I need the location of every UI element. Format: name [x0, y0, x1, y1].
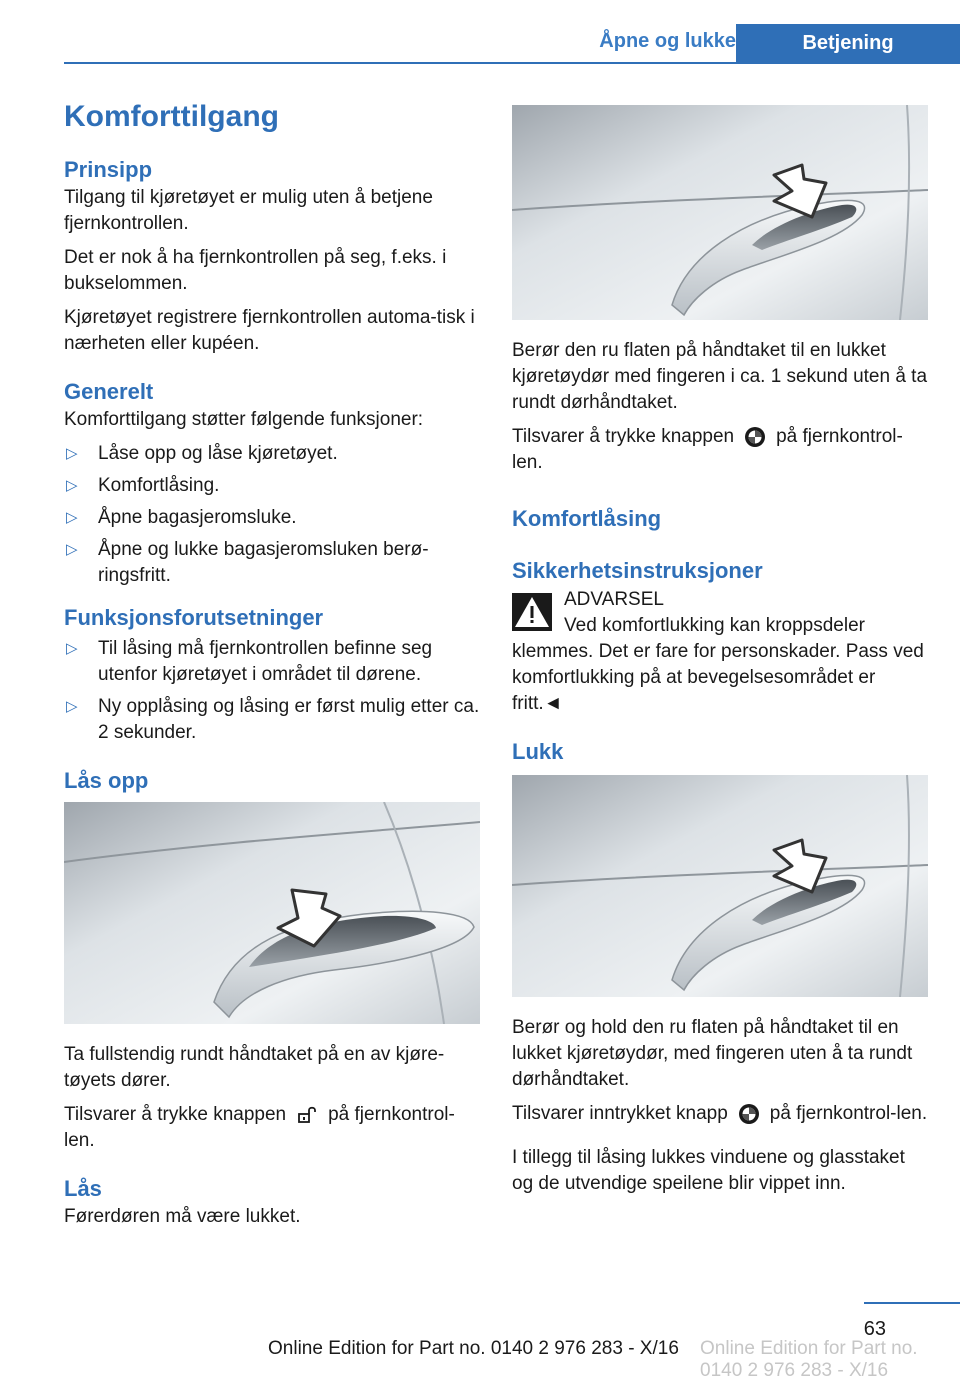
heading-close: Lukk	[512, 738, 564, 764]
principle-paragraph-1: Tilgang til kjøretøyet er mulig uten å betjene fjernkontrollen.	[64, 186, 433, 234]
list-item: ▷ Åpne og lukke bagasjeromsluken berø‐ringsfritt.	[66, 539, 429, 587]
right-column	[512, 100, 928, 1205]
bullet-triangle-icon: ▷	[66, 445, 78, 463]
general-bullet-list	[64, 441, 480, 589]
bullet-triangle-icon: ▷	[66, 639, 78, 657]
bullet-triangle-icon: ▷	[66, 541, 78, 559]
lock-instruction-text: Berør den ru flaten på håndtaket til en lukket kjøretøydør med fingeren i ca. 1 sekund uten å ta rundt dørhåndtaket.	[512, 340, 928, 413]
lock-text: Førerdøren må være lukket.	[64, 1206, 301, 1228]
bullet-triangle-icon: ▷	[66, 509, 78, 527]
watermark-text: Online Edition for Part no. 0140 2 976 283 - X/16	[700, 1338, 918, 1381]
list-item: ▷ Låse opp og låse kjøretøyet.	[64, 441, 480, 467]
general-intro: Komforttilgang støtter følgende funksjoner:	[64, 409, 424, 431]
door-handle-illustration-unlock	[64, 802, 480, 1024]
close-text: Berør og hold den ru flaten på håndtaket til en lukket kjøretøydør, med fingeren uten å ta rundt dørhåndtaket.	[512, 1017, 913, 1091]
door-handle-illustration-lock	[512, 105, 928, 320]
heading-comfort-locking: Komfortlåsing	[512, 506, 662, 531]
header-section: Åpne og lukke	[599, 30, 736, 52]
heading-safety: Sikkerhetsinstruksjoner	[512, 558, 763, 584]
heading-unlock: Lås opp	[64, 767, 149, 793]
left-column	[64, 100, 480, 1238]
principle-paragraph-3: Kjøretøyet registrere fjernkontrollen automa‐tisk i nærheten eller kupéen.	[64, 306, 475, 354]
requirements-bullet-list	[64, 636, 480, 746]
warning-text: Ved komfortlukking kan kroppsdeler klemmes. Det er fare for personskader. Pass ved komfortlukking på at bevegelsesområdet er fritt.◄	[512, 614, 924, 714]
list-item: ▷ Til låsing må fjernkontrollen befinne seg utenfor kjøretøyet i området til dørene.	[66, 637, 433, 685]
page-title: Komforttilgang	[64, 100, 279, 133]
close-extra-text: I tillegg til låsing lukkes vinduene og glasstaket og de utvendige speilene blir vippet inn.	[512, 1147, 905, 1195]
principle-paragraph-2: Det er nok å ha fjernkontrollen på seg, f.eks. i bukselommen.	[64, 246, 447, 294]
unlock-text: Ta fullstendig rundt håndtaket på en av kjøre‐tøyets dører.	[64, 1044, 445, 1092]
warning-label: ADVARSEL	[564, 588, 664, 610]
page-number: 63	[863, 1318, 886, 1340]
bmw-logo-icon	[738, 1103, 760, 1125]
heading-general: Generelt	[64, 378, 154, 404]
warning-triangle-icon	[512, 593, 552, 631]
warning-box	[512, 587, 928, 717]
close-button-note: Tilsvarer inntrykket knapp på fjernkontrol‐len.	[512, 1103, 928, 1125]
heading-principle: Prinsipp	[64, 156, 153, 182]
bullet-triangle-icon: ▷	[66, 697, 78, 715]
list-item: ▷ Ny opplåsing og låsing er først mulig etter ca. 2 sekunder.	[66, 695, 480, 743]
heading-requirements: Funksjonsforutsetninger	[64, 605, 324, 631]
page-header	[64, 24, 960, 64]
unlock-icon	[296, 1104, 318, 1126]
edition-text: Online Edition for Part no. 0140 2 976 283 - X/16	[268, 1338, 679, 1359]
header-chapter-tab: Betjening	[736, 24, 960, 62]
footer-rule	[864, 1302, 960, 1304]
list-item: ▷ Komfortlåsing.	[64, 473, 480, 499]
lock-button-note: Tilsvarer å trykke knappen på fjernkontrol‐len.	[512, 426, 903, 473]
bmw-logo-icon	[744, 426, 766, 448]
unlock-button-note: Tilsvarer å trykke knappen på fjernkontrol‐len.	[64, 1104, 455, 1152]
bullet-triangle-icon: ▷	[66, 477, 78, 495]
door-handle-illustration-close	[512, 775, 928, 997]
list-item: ▷ Åpne bagasjeromsluke.	[64, 505, 480, 531]
heading-lock: Lås	[64, 1176, 102, 1202]
